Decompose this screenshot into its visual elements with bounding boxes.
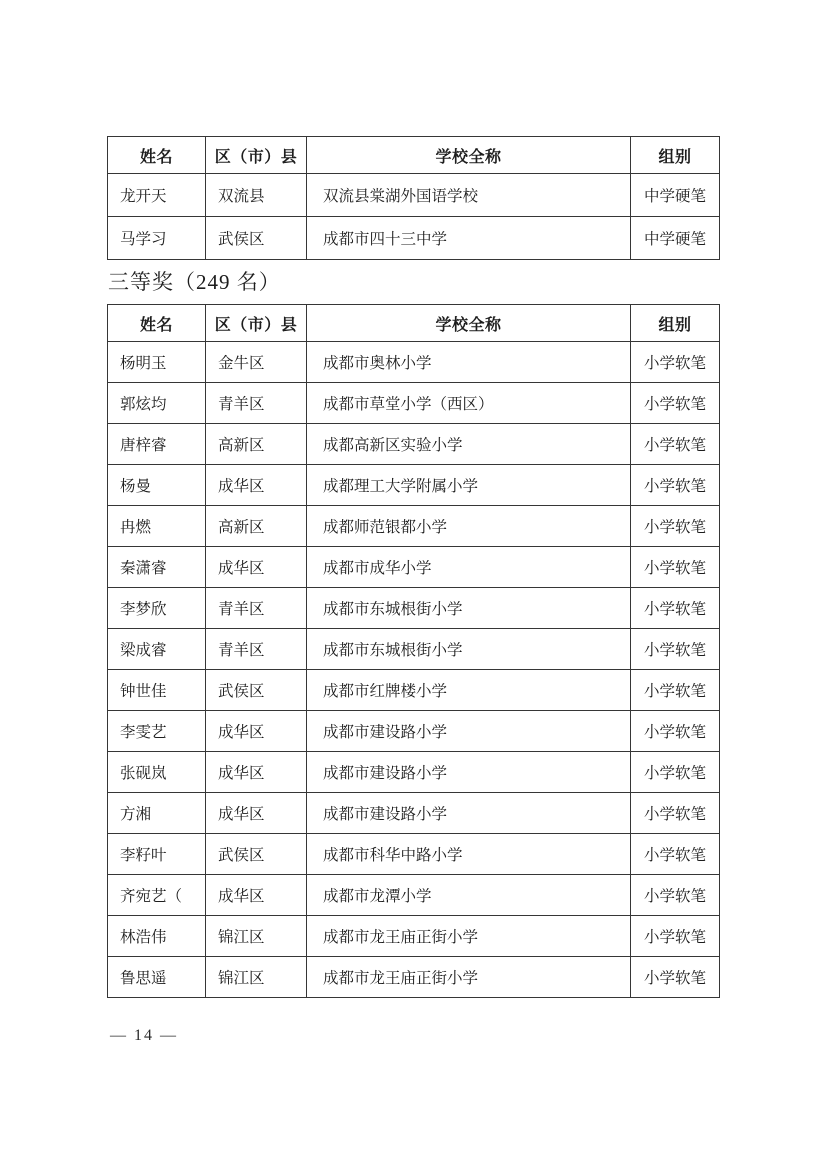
table-row (108, 174, 720, 217)
column-header: 学校全称 (307, 137, 631, 174)
table-cell: 武侯区 (206, 670, 307, 711)
table-cell: 小学软笔 (631, 834, 720, 875)
table-cell: 成都市龙潭小学 (307, 875, 631, 916)
table-row (108, 957, 720, 998)
table-row (108, 217, 720, 260)
column-header: 姓名 (108, 137, 206, 174)
table-cell: 成都市建设路小学 (307, 711, 631, 752)
table-header-row (108, 305, 720, 342)
table-cell: 成都市四十三中学 (307, 217, 631, 260)
table-cell: 成都市龙王庙正街小学 (307, 957, 631, 998)
table-row (108, 383, 720, 424)
table-cell: 成都市红牌楼小学 (307, 670, 631, 711)
table-cell: 双流县棠湖外国语学校 (307, 174, 631, 217)
table-cell: 小学软笔 (631, 916, 720, 957)
table-cell: 冉燃 (108, 506, 206, 547)
table-cell: 杨曼 (108, 465, 206, 506)
table-cell: 李梦欣 (108, 588, 206, 629)
table-cell: 锦江区 (206, 957, 307, 998)
table-row (108, 752, 720, 793)
award-table-continued (107, 136, 720, 260)
table-cell: 齐宛艺（ (108, 875, 206, 916)
table-row (108, 424, 720, 465)
table-cell: 成都市奥林小学 (307, 342, 631, 383)
table-cell: 成华区 (206, 547, 307, 588)
table-cell: 金牛区 (206, 342, 307, 383)
table-cell: 鲁思遥 (108, 957, 206, 998)
table-cell: 成都高新区实验小学 (307, 424, 631, 465)
table-cell: 青羊区 (206, 629, 307, 670)
table-cell: 小学软笔 (631, 670, 720, 711)
table-cell: 唐梓睿 (108, 424, 206, 465)
table-cell: 中学硬笔 (631, 174, 720, 217)
table-cell: 成都市科华中路小学 (307, 834, 631, 875)
table-cell: 马学习 (108, 217, 206, 260)
column-header: 组别 (631, 305, 720, 342)
column-header: 区（市）县 (206, 305, 307, 342)
table-cell: 武侯区 (206, 834, 307, 875)
table-cell: 小学软笔 (631, 547, 720, 588)
column-header: 组别 (631, 137, 720, 174)
table-row (108, 465, 720, 506)
table-cell: 林浩伟 (108, 916, 206, 957)
table-cell: 成都市东城根街小学 (307, 629, 631, 670)
table-cell: 中学硬笔 (631, 217, 720, 260)
table-cell: 李雯艺 (108, 711, 206, 752)
table-cell: 小学软笔 (631, 506, 720, 547)
table-cell: 青羊区 (206, 383, 307, 424)
table-cell: 钟世佳 (108, 670, 206, 711)
table-row (108, 793, 720, 834)
table-cell: 小学软笔 (631, 383, 720, 424)
table-cell: 武侯区 (206, 217, 307, 260)
column-header: 区（市）县 (206, 137, 307, 174)
table-cell: 小学软笔 (631, 711, 720, 752)
table-cell: 梁成睿 (108, 629, 206, 670)
table-cell: 高新区 (206, 506, 307, 547)
table-row (108, 588, 720, 629)
table-cell: 成都市东城根街小学 (307, 588, 631, 629)
table-cell: 成华区 (206, 875, 307, 916)
table-cell: 小学软笔 (631, 424, 720, 465)
table-cell: 小学软笔 (631, 957, 720, 998)
table-row (108, 711, 720, 752)
table-cell: 小学软笔 (631, 752, 720, 793)
table-cell: 成都理工大学附属小学 (307, 465, 631, 506)
table-cell: 成都市龙王庙正街小学 (307, 916, 631, 957)
column-header: 学校全称 (307, 305, 631, 342)
table-cell: 小学软笔 (631, 465, 720, 506)
table-cell: 小学软笔 (631, 588, 720, 629)
table-cell: 成都市建设路小学 (307, 752, 631, 793)
table-cell: 李籽叶 (108, 834, 206, 875)
table-row (108, 834, 720, 875)
table-row (108, 670, 720, 711)
table-row (108, 916, 720, 957)
table-cell: 张砚岚 (108, 752, 206, 793)
table-row (108, 547, 720, 588)
table-cell: 成华区 (206, 465, 307, 506)
table-row (108, 875, 720, 916)
table-cell: 成都师范银都小学 (307, 506, 631, 547)
table-cell: 方湘 (108, 793, 206, 834)
table-header-row (108, 137, 720, 174)
column-header: 姓名 (108, 305, 206, 342)
table-cell: 秦潇睿 (108, 547, 206, 588)
table-cell: 双流县 (206, 174, 307, 217)
table-row (108, 629, 720, 670)
table-cell: 龙开天 (108, 174, 206, 217)
table-cell: 高新区 (206, 424, 307, 465)
table-cell: 锦江区 (206, 916, 307, 957)
table-cell: 成都市成华小学 (307, 547, 631, 588)
page-content (107, 136, 719, 998)
table-cell: 小学软笔 (631, 875, 720, 916)
table-cell: 杨明玉 (108, 342, 206, 383)
table-cell: 小学软笔 (631, 342, 720, 383)
table-cell: 小学软笔 (631, 793, 720, 834)
table-cell: 成都市草堂小学（西区） (307, 383, 631, 424)
table-cell: 成华区 (206, 793, 307, 834)
table-cell: 成都市建设路小学 (307, 793, 631, 834)
table-row (108, 506, 720, 547)
page-number: — 14 — (110, 1027, 178, 1044)
table-cell: 小学软笔 (631, 629, 720, 670)
table-cell: 郭炫均 (108, 383, 206, 424)
table-cell: 成华区 (206, 711, 307, 752)
table-row (108, 342, 720, 383)
table-cell: 成华区 (206, 752, 307, 793)
section-heading-third-prize: 三等奖（249 名） (108, 270, 281, 294)
award-table-third-prize (107, 304, 720, 998)
table-cell: 青羊区 (206, 588, 307, 629)
